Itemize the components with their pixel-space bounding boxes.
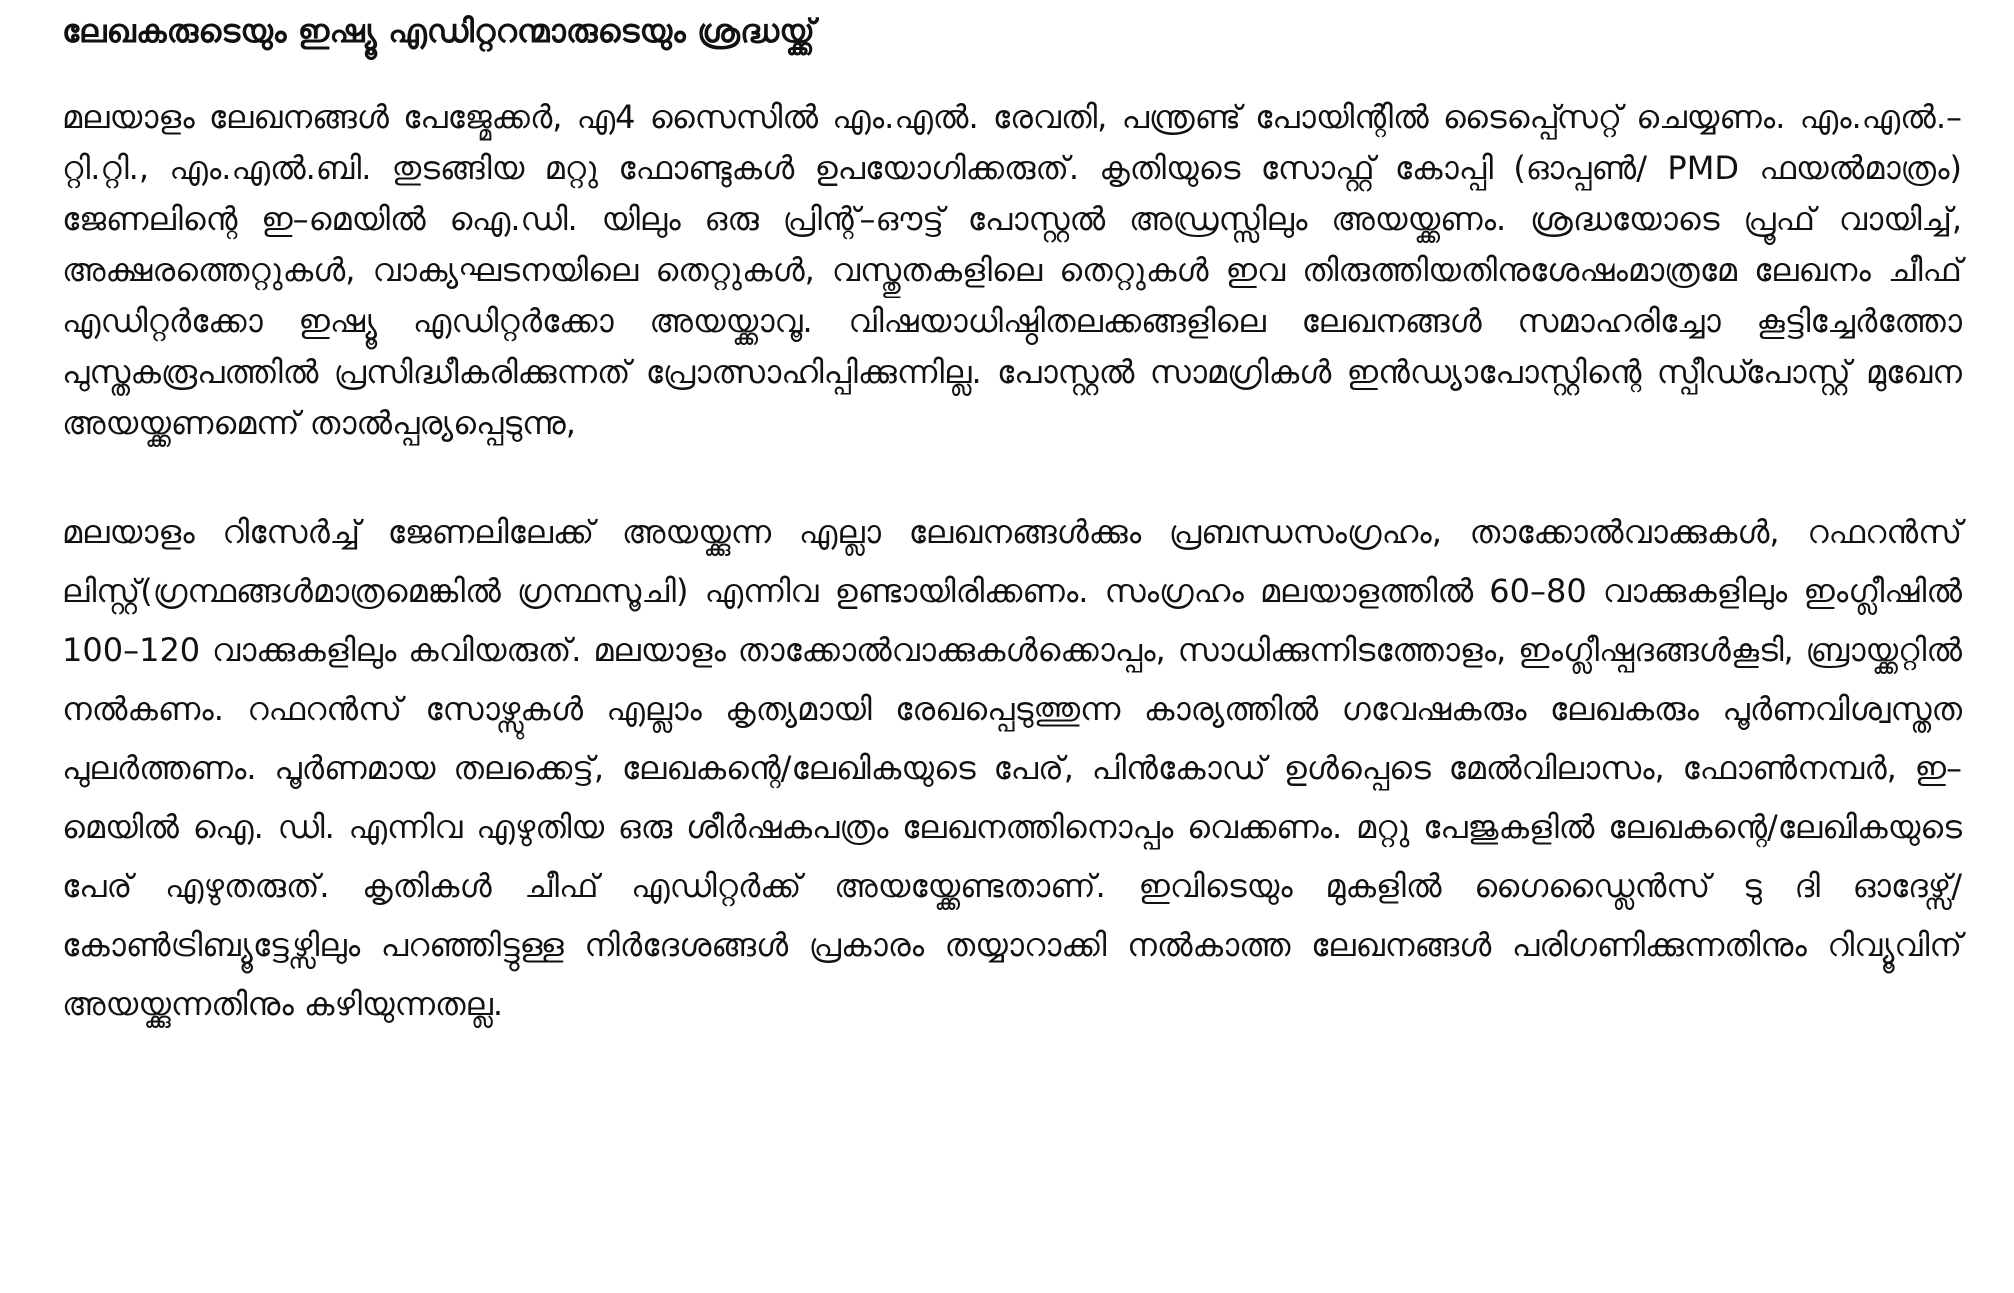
formatting-instructions-paragraph: മലയാളം ലേഖനങ്ങൾ പേജ്മേക്കർ, എ4 സൈസിൽ എം.എൽ. രേവതി, പന്ത്രണ്ട് പോയിന്റിൽ ടൈപ്പ്സെറ്റ് ചെയ്യണം. എം.എൽ.–റ്റി.റ്റി., എം.എൽ.ബി. തുടങ്ങിയ മറ്റു ഫോണ്ടുകൾ ഉപയോഗിക്കരുത്. കൃതിയുടെ സോഫ്റ്റ് കോപ്പി (ഓപ്പൺ/ PMD ഫയൽമാത്രം) ജേണലിന്റെ ഇ–മെയിൽ ഐ.ഡി. യിലും ഒരു പ്രിന്റ്–ഔട്ട് പോസ്റ്റൽ അഡ്രസ്സിലും അയയ്ക്കണം. ശ്രദ്ധയോടെ പ്രൂഫ് വായിച്ച്, അക്ഷരത്തെറ്റുകൾ, വാക്യഘടനയിലെ തെറ്റുകൾ, വസ്തുതകളിലെ തെറ്റുകൾ ഇവ തിരുത്തിയതിനുശേഷംമാത്രമേ ലേഖനം ചീഫ് എഡിറ്റർക്കോ ഇഷ്യൂ എഡിറ്റർക്കോ അയയ്ക്കാവൂ. വിഷയാധിഷ്ഠിതലക്കങ്ങളിലെ ലേഖനങ്ങൾ സമാഹരിച്ചോ കൂട്ടിച്ചേർത്തോ പുസ്തകരൂപത്തിൽ പ്രസിദ്ധീകരിക്കുന്നത് പ്രോത്സാഹിപ്പിക്കുന്നില്ല. പോസ്റ്റൽ സാമഗ്രികൾ ഇൻഡ്യാപോസ്റ്റിന്റെ സ്പീഡ്പോസ്റ്റ് മുഖേന അയയ്ക്കണമെന്ന് താൽപ്പര്യപ്പെടുന്നു, [62,98,1962,442]
document-title: ലേഖകരുടെയും ഇഷ്യൂ എഡിറ്ററന്മാരുടെയും ശ്രദ്ധയ്ക്ക് [62,12,816,50]
submission-requirements-paragraph: മലയാളം റിസേർച്ച് ജേണലിലേക്ക് അയയ്ക്കുന്ന എല്ലാ ലേഖനങ്ങൾക്കും പ്രബന്ധസംഗ്രഹം, താക്കോൽവാക്കുകൾ, റഫറൻസ് ലിസ്റ്റ്(ഗ്രന്ഥങ്ങൾമാത്രമെങ്കിൽ ഗ്രന്ഥസൂചി) എന്നിവ ഉണ്ടായിരിക്കണം. സംഗ്രഹം മലയാളത്തിൽ 60–80 വാക്കുകളിലും ഇംഗ്ലീഷിൽ 100–120 വാക്കുകളിലും കവിയരുത്. മലയാളം താക്കോൽവാക്കുകൾക്കൊപ്പം, സാധിക്കുന്നിടത്തോളം, ഇംഗ്ലീഷ്പദങ്ങൾകൂടി, ബ്രായ്ക്കറ്റിൽ നൽകണം. റഫറൻസ് സോഴ്സുകൾ എല്ലാം കൃത്യമായി രേഖപ്പെടുത്തുന്ന കാര്യത്തിൽ ഗവേഷകരും ലേഖകരും പൂർണവിശ്വസ്തത പുലർത്തണം. പൂർണമായ തലക്കെട്ട്, ലേഖകന്റെ/ലേഖികയുടെ പേര്, പിൻകോഡ് ഉൾപ്പെടെ മേൽവിലാസം, ഫോൺനമ്പർ, ഇ–മെയിൽ ഐ. ഡി. എന്നിവ എഴുതിയ ഒരു ശീർഷകപത്രം ലേഖനത്തിനൊപ്പം വെക്കണം. മറ്റു പേജുകളിൽ ലേഖകന്റെ/ലേഖികയുടെ പേര് എഴുതരുത്. കൃതികൾ ചീഫ് എഡിറ്റർക്ക് അയയ്ക്കേണ്ടതാണ്. ഇവിടെയും മുകളിൽ ഗൈഡ്ലൈൻസ് ടു ദി ഓദേഴ്സ്/ കോൺട്രിബ്യൂട്ടേഴ്സിലും പറഞ്ഞിട്ടുള്ള നിർദേശങ്ങൾ പ്രകാരം തയ്യാറാക്കി നൽകാത്ത ലേഖനങ്ങൾ പരിഗണിക്കുന്നതിനും റിവ്യൂവിന് അയയ്ക്കുന്നതിനും കഴിയുന്നതല്ല. [62,513,1962,1023]
